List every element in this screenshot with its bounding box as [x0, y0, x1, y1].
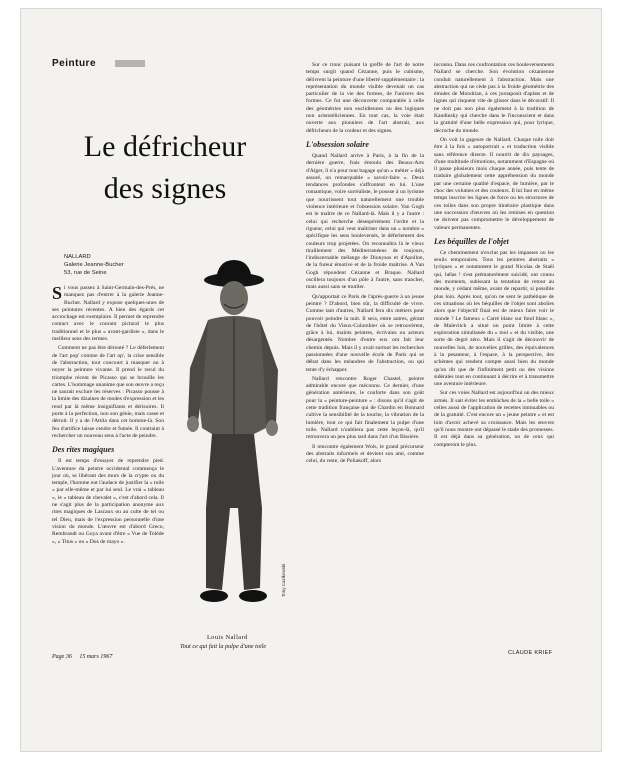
page-footer [52, 654, 112, 660]
paragraph: Sur ce tronc puisant la greffe de l'art de notre temps surgit quand Cézanne, puis le cubisme, délivrent la peinture d'une liberté supplémentaire : la représentation du monde visible devenait un cas particulier de la vie des formes, de l'univers des formes. Ce fut une découverte comparable à celle des géométries non euclidiennes ou des logiques non aristotéliciennes. En tout cas, la voie était ouverte aux pionniers de l'art abstrait, aux défricheurs de la couleur et des signes. [306, 62, 424, 134]
paragraph: Il est temps d'essayer de reprendre pied. L'aventure du peintre occidental commença le jour où, se libérant des murs de la crypte ou du temple, l'homme eut l'audace de justifier la « toile » par elle-même et par lui seul. Le vrai « tableau », le « tableau de chevalet », c'est d'abord cela. Il ne s'agit plus de la participation anonyme aux rites magiques de Lascaux ou au culte de tel ou tel Dieu, mais de l'expression personnelle d'une vision du monde. L'œuvre est d'abord Greco, Rembrandt ou Goya avant d'être « Vue de Tolède », « Titus » ou « Dos de mayo ». [52, 458, 164, 545]
author-signature: CLAUDE KRIEF [508, 650, 553, 656]
paragraph: inconnu. Dans ces confrontation ces bouleversements Nallard se cherche. Son évolution cézanienne conduit naturellement à l'abstraction. Mais une abstraction qui ne cède pas à la froide géométrie des émules de Mondrian, à ces juxtaposit d'aplats et de lignes qui risquent vite de glisser dans le décoratif. Il ne doit pas non plus également à la tradition de Kandinsky qui cherche dans le l'inconscient et dans la gratuité d'une belle expression qui, pour lyrique, décroche du monde. [434, 62, 554, 134]
section-label: Peinture [52, 58, 97, 69]
article-column-3 [434, 62, 554, 647]
paragraph: Sur ces voies Nallard est aujourd'hui un des mieux armés. Il sait éviter les embûches de la « belle toile » celles aussi de l'application de recettes immuables ou de la gratuité. C'est encore un « jeune peintre » et est loin d'avoir achevé sa croissance. Mais les œuvres qu'il nous montre ont dépassé le stade des promesses. Il est déjà dans sa génération, un de ceux qui compteront le plus. [434, 390, 554, 448]
photo-caption-text: Tout ce qui fait la pulpe d'une toile [180, 643, 267, 650]
paragraph: Comment ne pas être dérouté ? Le déferlement de l'art pop' comme de l'art op', la crise sensible de l'abstraction, tout concourt à masquer ou à noyer la peinture vivante. Il prend le recul du triomphe récent de Picasso qui se brouille les cartes. L'hommage unanime que son œuvre a reçu ne saurait exclure les réserves : Picasso pousse à la limite des dizaines de modes d'expression et les rend par là même insignifiants et dérisoires. Il porte à la perfection, non son génie, mais casse et détruit. Il y a de l'Attila dans cet homme-là. Son feu d'artifice laisse cendre et fumée. Il contraint à rechercher un nouveau sens à l'acte de peindre. [52, 345, 164, 439]
artist-photo [168, 258, 298, 630]
paragraph [52, 285, 164, 343]
paragraph-text: i vous passez à Saint-Germain-des-Prés, ne manquez pas d'entrer à la galerie Jeanne-Bucher. Nallard y expose quelques-unes de ses peintures récentes. A bien des égards cet accrochage est exemplaire. Il permet de reprendre contact avec le courant pictural le plus traditionnel et le plus « avant-gardiste », dans le meilleur sens des termes. [52, 285, 164, 343]
subheading: Les béquilles de l'objet [434, 236, 509, 246]
page-number: Page 36 [52, 654, 72, 660]
section-bar [115, 60, 145, 67]
photo-credit: Tony Cazikowski [281, 563, 286, 597]
drop-cap: S [52, 285, 63, 303]
exhibition-credit [64, 253, 124, 277]
paragraph: Quand Nallard arrive à Paris, à la fin de la dernière guerre, frais émoulu des Beaux-Arts d'Alger, il n'a pour tout bagage qu'un « métier » déjà assuré, un remarquable « savoir-faire ». Deux tendances profondes s'affrontent en lui. L'une romantique, voire surréaliste, le pousse à un lyrisme que nourrissent tout naturellement une trouble violence intérieure et l'obsession solaire. Van Gogh est le maître de ce Nallard-là. Mais il y a l'autre : celui qui recherche désespérément l'ordre et la rigueur, celui qui veut maîtriser dans un « nombre » spécifique les sens bouleversés, le déferlement des couleurs trop projetées. On reconnaîtra là le vieux tiraillement des Méditerranéens de toujours, l'indiscernable mélange de Dionysos et d'Apollon, de la fureur émotive et de la froide maîtrise. A Van Gogh répondent Cézanne et Braque. Nallard oscillera toujours d'un pôle à l'autre, sans trancher, mais aussi sans se mutiler. [306, 152, 424, 291]
article-column-1 [52, 285, 164, 663]
article-column-2 [306, 62, 424, 682]
article-title-line-2: des signes [103, 172, 227, 205]
issue-date: 15 mars 1967 [79, 654, 113, 660]
paragraph: Il rencontre également Wols, le grand précurseur des abstraits informels et devient son ami, comme celui, du reste, de Poliakoff, alors [306, 443, 424, 465]
paragraph: Qu'apportait ce Paris de l'après-guerre à un jeune peintre ? D'abord, bien sûr, la difficulté de vivre. Comme tant d'autres, Nallard fera dix métiers pour pouvoir peindre la nuit. Il sera, entre autres, gérant de l'hôtel du Vieux-Colombier où se retrouvèrent, grâce à lui, maints peintres, écrivains ou acteurs désargentés. Nombre d'entre eux ont fait leur chemin depuis. Mais il y avait surtout les recherches passionnées d'une nouvelle école de Paris qui se débat dans les méandres de l'abstraction, ou qui tente d'y échapper. [306, 293, 424, 373]
paragraph: Nallard rencontre Roger Chastel, peintre admirable encore que méconnu. Ce dernier, d'une génération antérieure, le conforte dans son goût pour la « peinture-peinture » : disons qu'il s'agit de cette tradition française qui de Chardin en Bonnard cultive la sensibilité de la touche, la vibration de la lumière, tout ce qui fait finalement la pulpe d'une toile. Nallard n'oubliera pas cette leçon-là, qu'il retrouvera un peu plus tard dans l'art d'un Bissière. [306, 375, 424, 441]
paragraph: On voit la gageure de Nallard. Chaque toile doit être à la fois « autoportrait » et traduction visible sans référence directe. Il nourrit de dix paysages, d'une multitude d'émotions, notamment d'Espagne où il passe plusieurs mois chaque année, puis tente de traduire globalement cette appréhension du monde par une certaine qualité d'espace, de lumière, par le choc des volumes et des couleurs. Il lui faut en même temps inscrire les lignes de force ou les structures de ces toiles dans son propre itinéraire plastique dans une succession d'œuvres où les remises en question ne doivent pas compromettre le développement de valeurs permanentes. [434, 136, 554, 231]
paragraph: Ce cheminement n'exclut pas les impasses ou les seuils temporaires. Tous les peintres abstraits « lyriques » et notamment le grand Nicolas de Staël qui, hélas ! s'est prématurément suicidé, ont connu des moments, subissant la tentation de retour au monde, y cédant même, avant de repartir, si possible plus loin. Après tout, qu'on ne sent le pathétique de ces situations où les béquilles de l'objet sont abolies alors que l'objectif final est de mieux faire voir le monde ? Le fameux « Carré blanc sur fond blanc », de Malevitch a situé un point limite à cette exploration simultanée du « moi » et du visible, une sorte de degré zéro. Mais il s'agit de découvrir de nouvelles lois, de nouvelles grilles, des équivalences à la pesanteur, à l'espace, à la perspective, des schèmes qui rendent compte aussi bien du monde qu'on dit que de l'infiniment petit ou des visions sidérales tout en continuant à décrire et à transmettre une aventure intérieure. [434, 249, 554, 388]
subheading: Des rites magiques [52, 445, 115, 455]
credit-gallery: Galerie Jeanne-Bucher [64, 262, 124, 268]
photo-caption-name: Louis Nallard [207, 634, 248, 641]
credit-artist: NALLARD [64, 254, 91, 260]
credit-address: 53, rue de Seine [64, 270, 107, 276]
subheading: L'obsession solaire [306, 139, 369, 149]
article-title-line-1: Le défricheur [83, 130, 247, 163]
